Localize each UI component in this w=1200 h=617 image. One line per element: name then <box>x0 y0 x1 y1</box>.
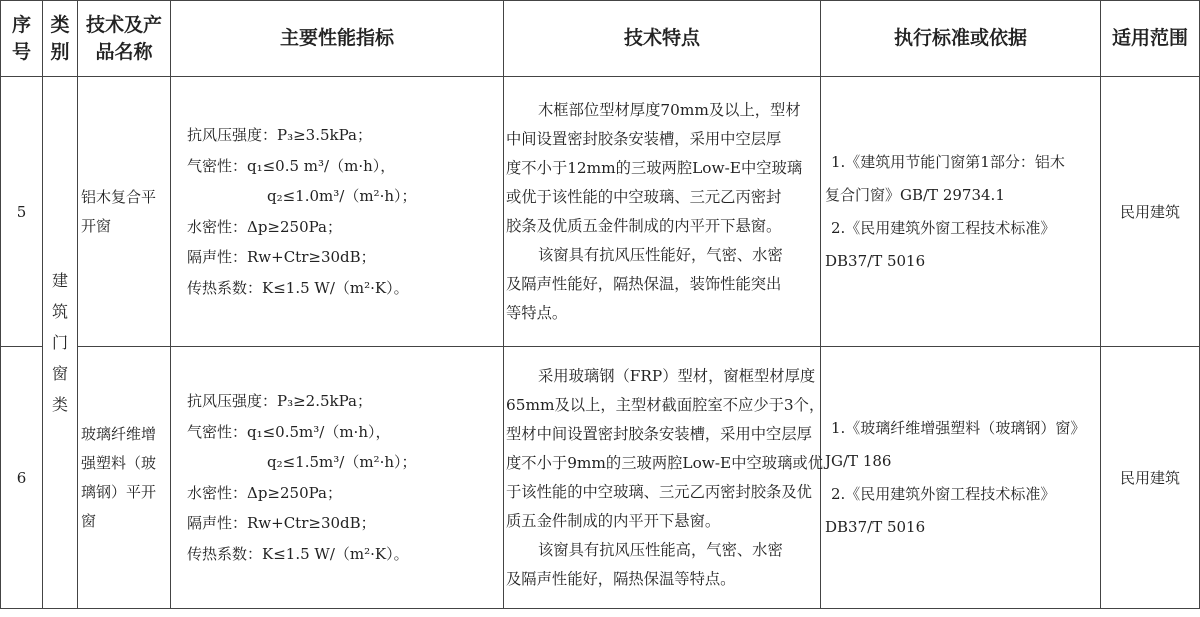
text-line: 1.《玻璃纤维增强塑料（玻璃钢）窗》 <box>831 418 1086 437</box>
product-name <box>78 77 171 347</box>
standards-cell <box>821 77 1101 347</box>
category-char: 门 <box>51 333 68 352</box>
header-no <box>1 1 43 77</box>
row-no: 5 <box>1 77 43 347</box>
text-line: DB37/T 5016 <box>825 251 926 270</box>
text-line: 隔声性：Rw+Ctr≥30dB； <box>187 514 376 532</box>
features-cell <box>504 77 821 347</box>
text-line: 水密性：Δp≥250Pa； <box>187 217 342 236</box>
text-line: 及隔声性能好，隔热保温等特点。 <box>506 569 736 588</box>
text-line: 玻璃纤维增 <box>81 424 157 443</box>
header-row <box>1 1 1200 77</box>
performance-cell <box>171 77 504 347</box>
header-scope: 适用范围 <box>1101 1 1200 77</box>
header-text: 别 <box>50 40 70 63</box>
header-features: 技术特点 <box>504 1 821 77</box>
header-text: 技术及产 <box>85 13 162 36</box>
header-category <box>43 1 78 77</box>
text-line: q₂≤1.0m³/（m²·h）； <box>267 187 417 205</box>
text-line: 木框部位型材厚度70mm及以上，型材 <box>538 100 801 119</box>
product-name <box>78 347 171 609</box>
header-text: 序 <box>11 13 31 36</box>
text-line: JG/T 186 <box>825 451 892 470</box>
text-line: 1.《建筑用节能门窗第1部分：铝木 <box>831 152 1065 171</box>
text-line: 质五金件制成的内平开下悬窗。 <box>506 511 721 530</box>
text-line: 2.《民用建筑外窗工程技术标准》 <box>831 484 1056 503</box>
category-char: 筑 <box>51 302 68 321</box>
text-line: 型材中间设置密封胶条安装槽，采用中空层厚 <box>506 424 812 443</box>
text-line: 开窗 <box>81 216 112 235</box>
header-text: 号 <box>11 40 31 63</box>
text-line: 或优于该性能的中空玻璃、三元乙丙密封 <box>506 187 782 206</box>
row-no: 6 <box>1 347 43 609</box>
header-standards: 执行标准或依据 <box>821 1 1101 77</box>
text-line: 窗 <box>81 511 97 530</box>
text-line: 度不小于9mm的三玻两腔Low-E中空玻璃或优 <box>506 453 823 472</box>
header-performance: 主要性能指标 <box>171 1 504 77</box>
text-line: 于该性能的中空玻璃、三元乙丙密封胶条及优 <box>506 482 812 501</box>
text-line: 传热系数：K≤1.5 W/（m²·K）。 <box>187 278 409 297</box>
performance-cell <box>171 347 504 609</box>
text-line: 度不小于12mm的三玻两腔Low-E中空玻璃 <box>506 158 803 177</box>
header-name <box>78 1 171 77</box>
text-line: q₂≤1.5m³/（m²·h）； <box>267 453 417 471</box>
text-line: DB37/T 5016 <box>825 517 926 536</box>
header-text: 品名称 <box>95 40 153 63</box>
text-line: 水密性：Δp≥250Pa； <box>187 483 342 502</box>
table-row <box>1 347 1200 609</box>
scope-cell: 民用建筑 <box>1101 347 1200 609</box>
text-line: 采用玻璃钢（FRP）型材，窗框型材厚度 <box>538 366 816 385</box>
text-line: 复合门窗》GB/T 29734.1 <box>825 185 1005 204</box>
category-char: 窗 <box>51 364 68 383</box>
text-line: 抗风压强度：P₃≥2.5kPa； <box>187 392 372 410</box>
text-line: 2.《民用建筑外窗工程技术标准》 <box>831 218 1056 237</box>
header-text: 类 <box>50 13 70 36</box>
text-line: 气密性：q₁≤0.5 m³/（m·h）， <box>187 156 396 175</box>
text-line: 隔声性：Rw+Ctr≥30dB； <box>187 248 376 266</box>
text-line: 强塑料（玻 <box>81 453 157 472</box>
text-line: 抗风压强度：P₃≥3.5kPa； <box>187 126 372 144</box>
text-line: 璃钢）平开 <box>81 482 157 501</box>
category-cell <box>43 77 78 609</box>
category-char: 类 <box>51 395 68 414</box>
text-line: 传热系数：K≤1.5 W/（m²·K）。 <box>187 544 409 563</box>
text-line: 等特点。 <box>506 303 568 322</box>
text-line: 中间设置密封胶条安装槽，采用中空层厚 <box>506 129 782 148</box>
text-line: 气密性：q₁≤0.5m³/（m·h）， <box>187 422 391 441</box>
standards-cell <box>821 347 1101 609</box>
text-line: 铝木复合平 <box>81 187 157 206</box>
text-line: 该窗具有抗风压性能高，气密、水密 <box>538 540 783 559</box>
text-line: 65mm及以上，主型材截面腔室不应少于3个， <box>506 395 825 414</box>
category-char: 建 <box>51 271 68 290</box>
text-line: 及隔声性能好，隔热保温，装饰性能突出 <box>506 274 782 293</box>
table-row <box>1 77 1200 347</box>
scope-cell: 民用建筑 <box>1101 77 1200 347</box>
features-cell <box>504 347 825 609</box>
text-line: 胶条及优质五金件制成的内平开下悬窗。 <box>506 216 782 235</box>
text-line: 该窗具有抗风压性能好，气密、水密 <box>538 245 783 264</box>
